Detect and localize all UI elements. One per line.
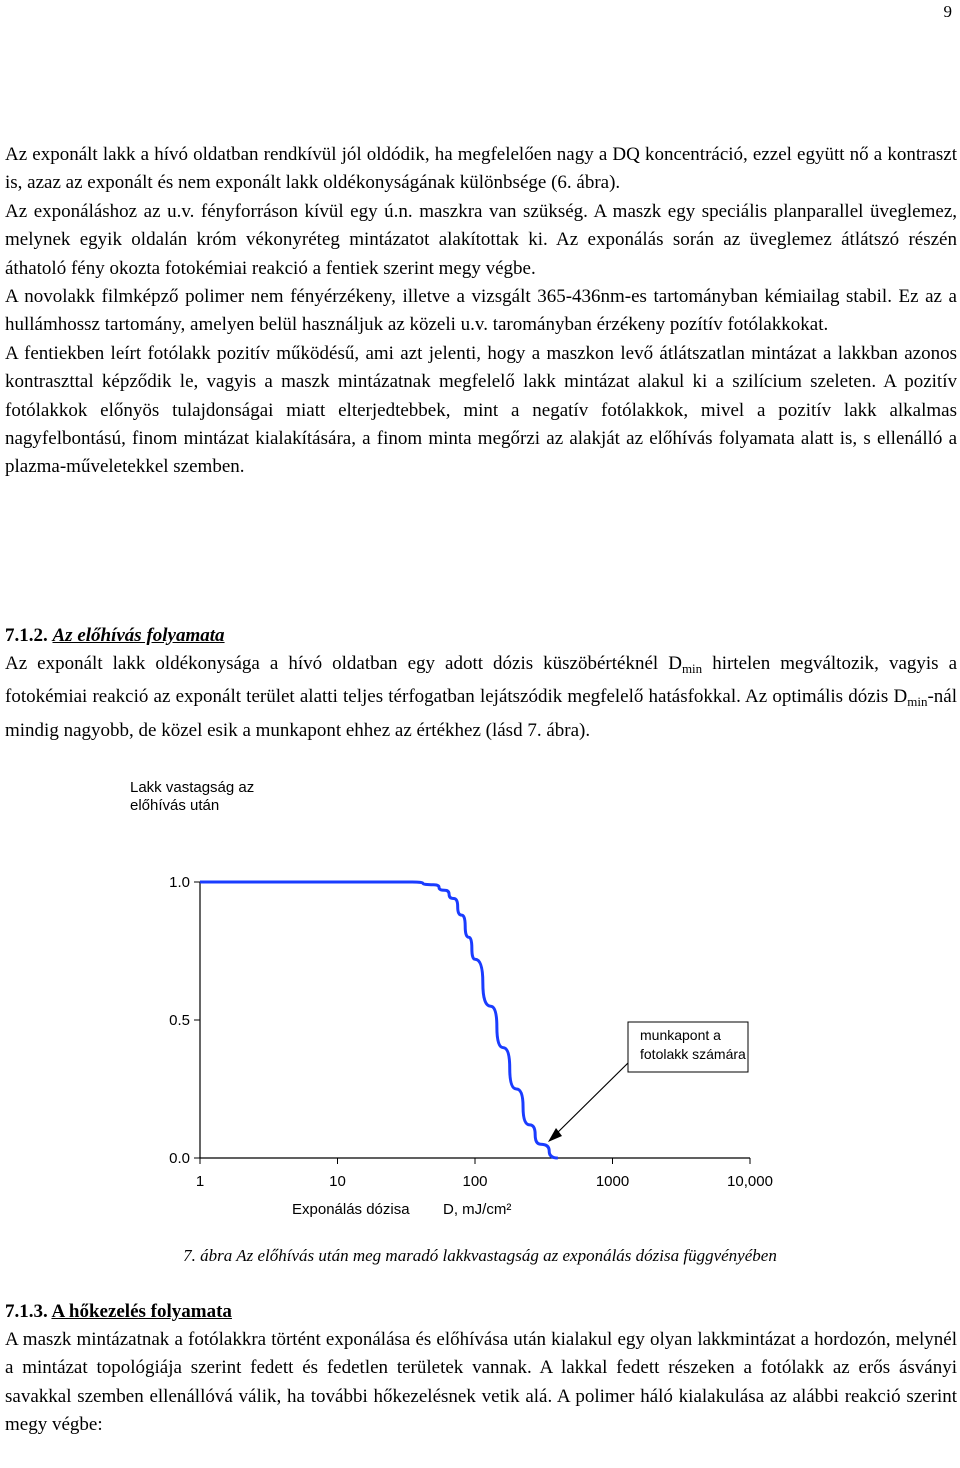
x-tick-label: 1000 bbox=[595, 1173, 630, 1190]
y-ticks bbox=[169, 874, 200, 1167]
section-number: 7.1.3. bbox=[5, 1301, 48, 1322]
paragraph: A fentiekben leírt fotólakk pozitív működésű, ami azt jelenti, hogy a maszkon levő átlátszatlan mintázat a lakkban azonos kontraszttal képződik le, vagyis a maszk mintázatnak megfelelő lakk mintázat alakul ki a szilícium szeleten. A pozitív fotólakkok előnyös tulajdonságai miatt elterjedtebbek, mint a negatív fotólakkok, mivel a pozitív lakk alkalmas nagyfelbontású, finom mintázat kialakítására, a finom minta megőrzi az alakját az előhívás folyamata alatt is, s ellenálló a plazma-műveletekkel szemben. bbox=[5, 342, 957, 478]
subscript: min bbox=[681, 661, 703, 676]
x-axis-unit: D, mJ/cm² bbox=[443, 1201, 512, 1218]
x-tick-label: 10 bbox=[329, 1173, 346, 1190]
axes bbox=[200, 882, 750, 1158]
annotation-text: munkapont a bbox=[640, 1027, 721, 1043]
intro-paragraphs bbox=[5, 141, 957, 482]
page-number: 9 bbox=[943, 2, 952, 21]
subscript: min bbox=[907, 694, 928, 710]
text-part: -nál mindig nagyobb, de közel esik a munkapont ehhez az értékhez (lásd 7. ábra). bbox=[5, 686, 957, 741]
series-line bbox=[200, 882, 558, 1158]
section-heading-712 bbox=[5, 622, 225, 650]
paragraph: A novolakk filmképző polimer nem fényérzékeny, illetve a vizsgált 365-436nm-es tartományban kémiailag stabil. Ez az a hullámhossz tartomány, amelyen belül használjuk az közeli u.v. tarományban érzékeny pozítív fotólakkokat. bbox=[5, 286, 957, 336]
x-tick-label: 10,000 bbox=[727, 1173, 773, 1190]
annotation-arrow bbox=[552, 1063, 628, 1138]
x-tick-label: 1 bbox=[195, 1173, 205, 1190]
paragraph: Az exponáláshoz az u.v. fényforráson kívül egy ú.n. maszkra van szükség. A maszk egy speciális planparallel üveglemez, melynek egyik oldalán króm vékonyréteg mintázatot alakítottak ki. Az exponálás során az üveglemez átlátszó részén áthatoló fény okozta fotokémiai reakció a fentiek szerint megy végbe. bbox=[5, 200, 957, 279]
y-tick-label: 0.5 bbox=[169, 1012, 190, 1029]
section-713-paragraph: A maszk mintázatnak a fotólakkra történt exponálása és előhívása után kialakul egy olyan lakkmintázat a hordozón, melynél a mintázat topológiája szerint fedett és fedetlen területek vannak. A lakkal fedett részeken a fotólakk az erős ásványi savakkal szemben ellenállóvá válik, ha további hőkezelésnek vetik alá. A polimer háló kialakulása az alábbi reakció szerint megy végbe: bbox=[5, 1329, 957, 1436]
y-axis-label: Lakk vastagság az bbox=[130, 779, 255, 796]
section-title: Az előhívás folyamata bbox=[52, 625, 225, 646]
y-axis-label: előhívás után bbox=[130, 797, 220, 814]
section-title: A hőkezelés folyamata bbox=[51, 1301, 232, 1322]
text-part: Az exponált lakk oldékonysága a hívó oldatban egy adott dózis küszöbértéknél D bbox=[5, 653, 682, 674]
section-number: 7.1.2. bbox=[5, 625, 48, 646]
figure-caption: 7. ábra Az előhívás után meg maradó lakkvastagság az exponálás dózisa függvényében bbox=[183, 1246, 777, 1265]
text-part: hirtelen megváltozik, vagyis a fotokémiai reakció az exponált terület alatti teljes térfogatban lejátszódik megfelelő hatásfokkal. Az optimális dózis D bbox=[5, 653, 958, 708]
y-tick-label: 0.0 bbox=[169, 1150, 190, 1167]
annotation-text: fotolakk számára bbox=[640, 1046, 746, 1062]
y-tick-label: 1.0 bbox=[169, 874, 190, 891]
x-tick-label: 100 bbox=[462, 1173, 488, 1190]
section-712-paragraph bbox=[5, 650, 957, 745]
section-heading-713 bbox=[5, 1298, 232, 1326]
development-curve-chart bbox=[120, 770, 800, 1230]
x-axis-label: Exponálás dózisa bbox=[292, 1201, 410, 1218]
paragraph: Az exponált lakk a hívó oldatban rendkívül jól oldódik, ha megfelelően nagy a DQ koncentráció, ezzel együtt nő a kontraszt is, azaz az exponált és nem exponált lakk oldékonyságának különbsége (6. ábra). bbox=[5, 144, 957, 194]
x-ticks bbox=[196, 1158, 773, 1190]
